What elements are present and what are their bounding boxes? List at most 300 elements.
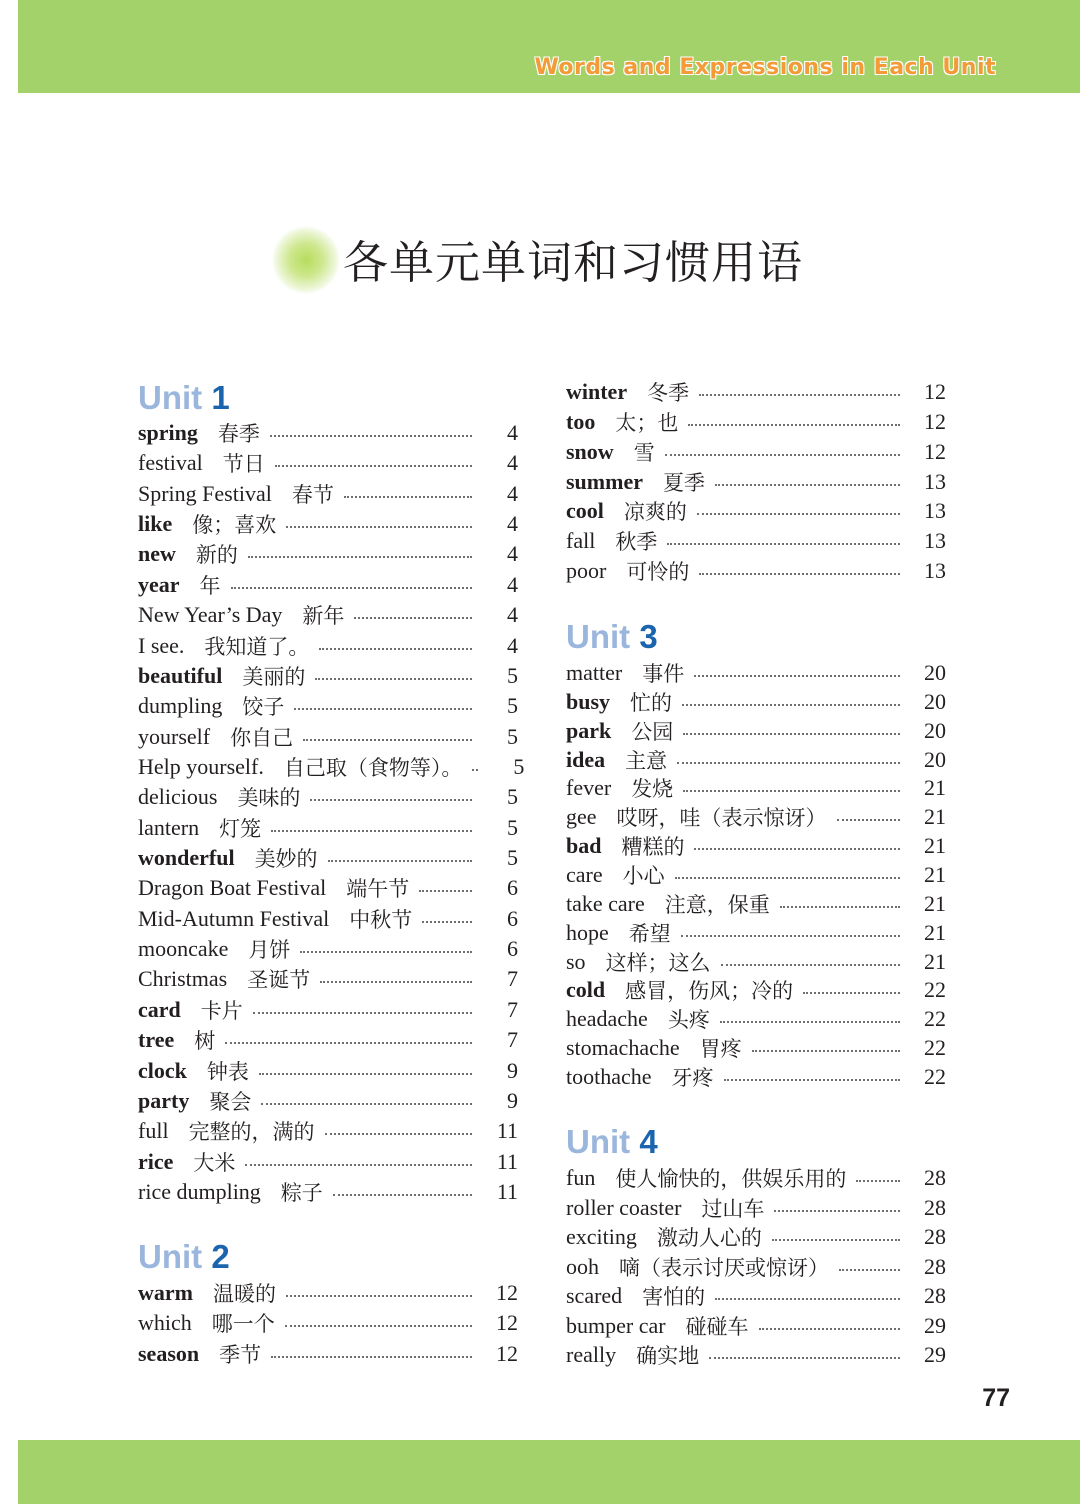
vocab-entry [566,1033,946,1063]
vocab-meaning: 小心 [622,864,665,889]
vocab-meaning: 忙的 [630,690,673,715]
vocab-page-number: 4 [507,602,518,628]
leader-dots [803,992,900,994]
vocab-entry [566,496,946,526]
vocab-entry [138,509,518,539]
vocab-entry [566,467,946,497]
vocab-page-number: 4 [507,511,518,537]
vocab-page-number: 22 [924,1064,946,1090]
vocab-page-number: 22 [924,1035,946,1061]
vocab-meaning: 哪一个 [211,1312,275,1337]
vocab-meaning: 嘀（表示讨厌或惊讶） [619,1255,829,1280]
vocab-word: summer [566,468,643,494]
leader-dots [683,790,900,792]
vocab-word: mooncake [138,936,229,962]
vocab-page-number: 9 [507,1087,518,1113]
vocab-word: snow [566,438,614,464]
vocab-word: idea [566,746,606,772]
vocab-word: really [566,1342,617,1367]
vocab-meaning: 卡片 [200,998,243,1023]
vocab-word: Spring Festival [138,480,272,506]
vocab-word: spring [138,420,198,445]
vocab-word: party [138,1087,190,1113]
vocab-word: gee [566,804,597,830]
vocab-page-number: 12 [924,438,946,464]
vocab-word: roller coaster [566,1194,682,1220]
leader-dots [472,769,478,771]
vocab-entry [138,752,525,782]
leader-dots [721,964,900,966]
vocab-word: like [138,511,173,537]
vocab-meaning: 像；喜欢 [192,513,277,538]
vocab-meaning: 哎呀，哇（表示惊讶） [616,806,827,831]
leader-dots [294,708,472,710]
leader-dots [419,890,472,892]
leader-dots [310,799,472,801]
leader-dots [709,1357,900,1359]
vocab-word: busy [566,688,611,714]
vocab-meaning: 春节 [291,482,334,507]
vocab-word: rice [138,1148,174,1174]
leader-dots [253,1012,472,1014]
vocab-page-number: 6 [507,936,518,962]
vocab-meaning: 年 [199,573,221,598]
vocab-page-number: 4 [507,420,518,445]
vocab-page-number: 6 [507,905,518,931]
vocab-word: cool [566,498,604,524]
vocab-meaning: 冬季 [647,381,690,405]
vocab-page-number: 12 [496,1310,518,1336]
unit-heading-4 [566,1122,658,1162]
vocab-page-number: 21 [924,919,946,945]
vocab-entry [138,661,518,691]
vocab-page-number: 28 [924,1253,946,1279]
vocab-word: full [138,1118,169,1144]
vocab-word: season [138,1340,200,1366]
unit-heading-number: 2 [211,1238,230,1275]
leader-dots [688,424,900,426]
vocab-entry [566,831,946,861]
unit-heading-label: Unit [138,1238,203,1275]
leader-dots [300,951,472,953]
leader-dots [422,921,472,923]
vocab-entry [566,1252,946,1282]
header-band [18,0,1080,93]
vocab-entry [566,687,946,717]
vocab-meaning: 你自己 [230,725,294,750]
vocab-entry [138,1147,518,1177]
leader-dots [303,739,472,741]
vocab-page-number: 4 [507,571,518,597]
vocab-meaning: 雪 [633,440,655,465]
vocab-meaning: 凉爽的 [623,500,687,525]
footer-band [18,1440,1080,1504]
vocab-entry [566,377,946,407]
vocab-meaning: 注意，保重 [664,892,770,917]
vocab-meaning: 聚会 [209,1089,252,1114]
vocab-page-number: 9 [507,1057,518,1083]
unit-heading-label: Unit [566,1123,631,1160]
vocab-meaning: 夏季 [662,470,705,495]
vocab-entry [566,716,946,746]
vocab-page-number: 5 [507,845,518,871]
vocab-entry [138,691,518,721]
vocab-entry [566,1193,946,1223]
vocab-page-number: 5 [507,723,518,749]
vocab-word: bumper car [566,1312,666,1338]
vocab-word: exciting [566,1224,637,1249]
vocab-meaning: 太；也 [615,410,679,435]
vocab-meaning: 希望 [628,921,671,946]
vocab-meaning: 主意 [625,748,668,773]
vocab-word: Dragon Boat Festival [138,875,327,901]
leader-dots [759,1328,900,1330]
vocab-meaning: 这样；这么 [605,950,711,975]
vocab-meaning: 我知道了。 [204,634,310,659]
vocab-entry [566,1311,946,1341]
vocab-page-number: 21 [924,833,946,859]
leader-dots [667,543,900,545]
vocab-meaning: 饺子 [242,695,285,720]
leader-dots [681,935,900,937]
vocab-word: too [566,408,596,434]
vocab-entry [138,1278,518,1308]
leader-dots [752,1050,900,1052]
vocab-word: scared [566,1283,623,1308]
unit-heading-label: Unit [566,618,631,655]
vocab-word: toothache [566,1064,652,1090]
vocab-entry [138,570,518,600]
vocab-page-number: 7 [507,1027,518,1053]
header-banner-title: Words and Expressions in Each Unit [534,55,996,80]
vocab-word: I see. [138,632,185,658]
vocab-entry [566,947,946,977]
vocab-word: poor [566,558,607,584]
unit-heading-label: Unit [138,379,203,416]
leader-dots [271,1356,472,1358]
vocab-entry [138,631,518,661]
vocab-word: delicious [138,784,218,810]
vocab-meaning: 自己取（食物等）。 [283,755,463,780]
vocab-entry [138,873,518,903]
leader-dots [715,1298,900,1300]
vocab-entry [138,843,518,873]
vocab-word: so [566,948,586,974]
vocab-page-number: 7 [507,996,518,1022]
vocab-page-number: 5 [507,784,518,810]
vocab-page-number: 20 [924,660,946,685]
vocab-meaning: 使人愉快的，供娱乐用的 [615,1167,847,1191]
unit-heading-1 [138,378,230,418]
vocab-meaning: 美妙的 [254,847,318,872]
vocab-meaning: 美丽的 [242,664,306,689]
page-number: 77 [982,1384,1010,1412]
leader-dots [682,704,900,706]
vocab-page-number: 4 [507,480,518,506]
vocab-entry [138,1025,518,1055]
vocab-page-number: 22 [924,1006,946,1032]
vocab-entry [566,1062,946,1092]
vocab-word: card [138,996,181,1022]
unit-heading-number: 4 [639,1123,658,1160]
vocab-page-number: 13 [924,498,946,524]
leader-dots [225,1042,472,1044]
leader-dots [694,848,900,850]
vocab-meaning: 端午节 [346,877,410,902]
vocab-page-number: 12 [924,379,946,404]
leader-dots [699,573,900,575]
vocab-page-number: 6 [507,875,518,901]
vocab-meaning: 圣诞节 [247,968,311,993]
leader-dots [270,435,472,437]
vocab-meaning: 月饼 [248,938,291,963]
vocab-page-number: 28 [924,1165,946,1190]
vocab-entry [566,526,946,556]
vocab-meaning: 牙疼 [671,1066,714,1091]
vocab-page-number: 13 [924,558,946,584]
vocab-entry [566,745,946,775]
vocab-entry [138,448,518,478]
leader-dots [286,1295,472,1297]
vocab-word: winter [566,379,628,404]
vocab-page-number: 13 [924,468,946,494]
vocab-word: yourself [138,723,211,749]
vocab-word: dumpling [138,693,223,719]
vocab-page-number: 20 [924,717,946,743]
leader-dots [261,1103,472,1105]
leader-dots [724,1079,900,1081]
leader-dots [774,1210,900,1212]
leader-dots [856,1180,900,1182]
leader-dots [245,1164,472,1166]
vocab-word: fall [566,528,596,554]
vocab-entry [566,1163,946,1193]
vocab-meaning: 发烧 [631,777,674,802]
vocab-word: which [138,1310,192,1336]
vocab-word: bad [566,833,602,859]
vocab-meaning: 新的 [195,543,238,568]
unit-heading-2 [138,1237,230,1277]
vocab-entry [138,782,518,812]
vocab-entry [138,1056,518,1086]
vocab-meaning: 新年 [302,604,345,629]
leader-dots [325,1133,472,1135]
vocab-word: warm [138,1280,193,1305]
vocab-meaning: 大米 [193,1150,236,1175]
vocab-entry [566,407,946,437]
leader-dots [677,762,900,764]
vocab-meaning: 胃疼 [699,1037,742,1062]
leader-dots [772,1239,900,1241]
vocab-meaning: 完整的，满的 [188,1120,315,1145]
vocab-meaning: 春季 [217,422,260,446]
vocab-meaning: 公园 [631,719,674,744]
leader-dots [319,648,472,650]
vocab-word: clock [138,1057,187,1083]
vocab-meaning: 激动人心的 [656,1226,762,1250]
vocab-page-number: 7 [507,966,518,992]
leader-dots [333,1194,472,1196]
leader-dots [231,587,472,589]
vocab-entry [138,539,518,569]
vocab-word: rice dumpling [138,1179,261,1204]
vocab-page-number: 28 [924,1283,946,1308]
vocab-page-number: 11 [496,1118,518,1144]
title-bullet-icon [272,226,340,294]
vocab-meaning: 秋季 [615,530,658,555]
vocab-page-number: 5 [513,753,525,779]
leader-dots [248,556,472,558]
leader-dots [271,830,472,832]
leader-dots [720,1021,900,1023]
vocab-page-number: 29 [924,1312,946,1338]
leader-dots [675,877,900,879]
vocab-entry [566,556,946,586]
vocab-page-number: 21 [924,948,946,974]
vocab-page-number: 5 [507,662,518,688]
leader-dots [715,484,900,486]
vocab-word: stomachache [566,1035,680,1061]
vocab-word: park [566,717,612,743]
leader-dots [315,678,472,680]
vocab-entry [138,418,518,448]
vocab-page-number: 28 [924,1194,946,1220]
vocab-page-number: 12 [496,1280,518,1305]
vocab-entry [138,964,518,994]
vocab-entry [566,658,946,688]
vocab-meaning: 季节 [219,1342,262,1367]
vocab-entry [566,802,946,832]
vocab-word: cold [566,977,606,1003]
vocab-meaning: 节日 [222,452,265,477]
vocab-entry [138,722,518,752]
vocab-page-number: 21 [924,804,946,830]
vocab-meaning: 粽子 [280,1181,323,1205]
vocab-word: wonderful [138,845,235,871]
vocab-meaning: 碰碰车 [685,1314,749,1339]
vocab-entry [138,479,518,509]
vocab-meaning: 树 [194,1029,216,1054]
vocab-page-number: 20 [924,746,946,772]
vocab-word: festival [138,450,203,476]
vocab-entry [138,1116,518,1146]
vocab-entry [566,1340,946,1370]
vocab-entry [138,1177,518,1207]
vocab-page-number: 11 [496,1179,518,1204]
vocab-meaning: 温暖的 [212,1282,276,1306]
vocab-page-number: 4 [507,450,518,476]
vocab-entry [566,1004,946,1034]
vocab-meaning: 过山车 [701,1196,765,1221]
vocab-page-number: 20 [924,688,946,714]
leader-dots [259,1073,472,1075]
leader-dots [694,675,900,677]
leader-dots [286,526,472,528]
vocab-entry [566,773,946,803]
leader-dots [683,733,900,735]
vocab-word: new [138,541,176,567]
vocab-word: beautiful [138,662,223,688]
vocab-entry [566,1222,946,1252]
vocab-page-number: 21 [924,862,946,888]
vocab-meaning: 美味的 [237,786,301,811]
vocab-page-number: 21 [924,890,946,916]
vocab-meaning: 糟糕的 [621,835,685,860]
vocab-entry [138,600,518,630]
vocab-entry [138,904,518,934]
page-title: 各单元单词和习惯用语 [343,236,804,289]
vocab-entry [566,918,946,948]
vocab-meaning: 灯笼 [219,816,262,841]
unit-heading-3 [566,617,658,657]
vocab-page-number: 29 [924,1342,946,1367]
vocab-entry [138,1339,518,1369]
vocab-meaning: 头疼 [667,1008,710,1033]
vocab-page-number: 12 [924,408,946,434]
unit-heading-number: 3 [639,618,658,655]
vocab-entry [566,860,946,890]
leader-dots [354,617,472,619]
vocab-entry [138,934,518,964]
vocab-entry [138,1308,518,1338]
vocab-page-number: 22 [924,977,946,1003]
leader-dots [780,906,900,908]
vocab-page-number: 5 [507,814,518,840]
leader-dots [320,981,472,983]
vocab-page-number: 4 [507,632,518,658]
vocab-page-number: 4 [507,541,518,567]
leader-dots [665,454,900,456]
vocab-word: fever [566,775,612,801]
leader-dots [699,394,900,396]
leader-dots [839,1269,900,1271]
vocab-meaning: 中秋节 [349,907,413,932]
vocab-page-number: 11 [496,1148,518,1174]
vocab-page-number: 5 [507,693,518,719]
vocab-entry [138,995,518,1025]
vocab-meaning: 可怜的 [626,560,690,585]
vocab-entry [566,975,946,1005]
vocab-word: Christmas [138,966,228,992]
leader-dots [285,1325,472,1327]
vocab-word: care [566,862,603,888]
leader-dots [328,860,472,862]
vocab-page-number: 12 [496,1340,518,1366]
vocab-word: matter [566,660,623,685]
vocab-meaning: 确实地 [636,1344,700,1368]
vocab-meaning: 害怕的 [642,1285,706,1309]
vocab-entry [566,889,946,919]
vocab-word: tree [138,1027,175,1053]
vocab-entry [138,813,518,843]
vocab-word: headache [566,1006,648,1032]
vocab-page-number: 21 [924,775,946,801]
leader-dots [837,819,900,821]
unit-heading-number: 1 [211,379,230,416]
vocab-page-number: 13 [924,528,946,554]
vocab-entry [566,437,946,467]
vocab-word: hope [566,919,609,945]
vocab-meaning: 钟表 [206,1059,249,1084]
vocab-word: lantern [138,814,200,840]
vocab-page-number: 28 [924,1224,946,1249]
vocab-word: Help yourself. [138,753,264,779]
vocab-meaning: 感冒，伤风；冷的 [625,979,794,1004]
vocab-word: fun [566,1165,596,1190]
vocab-word: take care [566,890,645,916]
vocab-entry [566,1281,946,1311]
vocab-word: New Year’s Day [138,602,283,628]
